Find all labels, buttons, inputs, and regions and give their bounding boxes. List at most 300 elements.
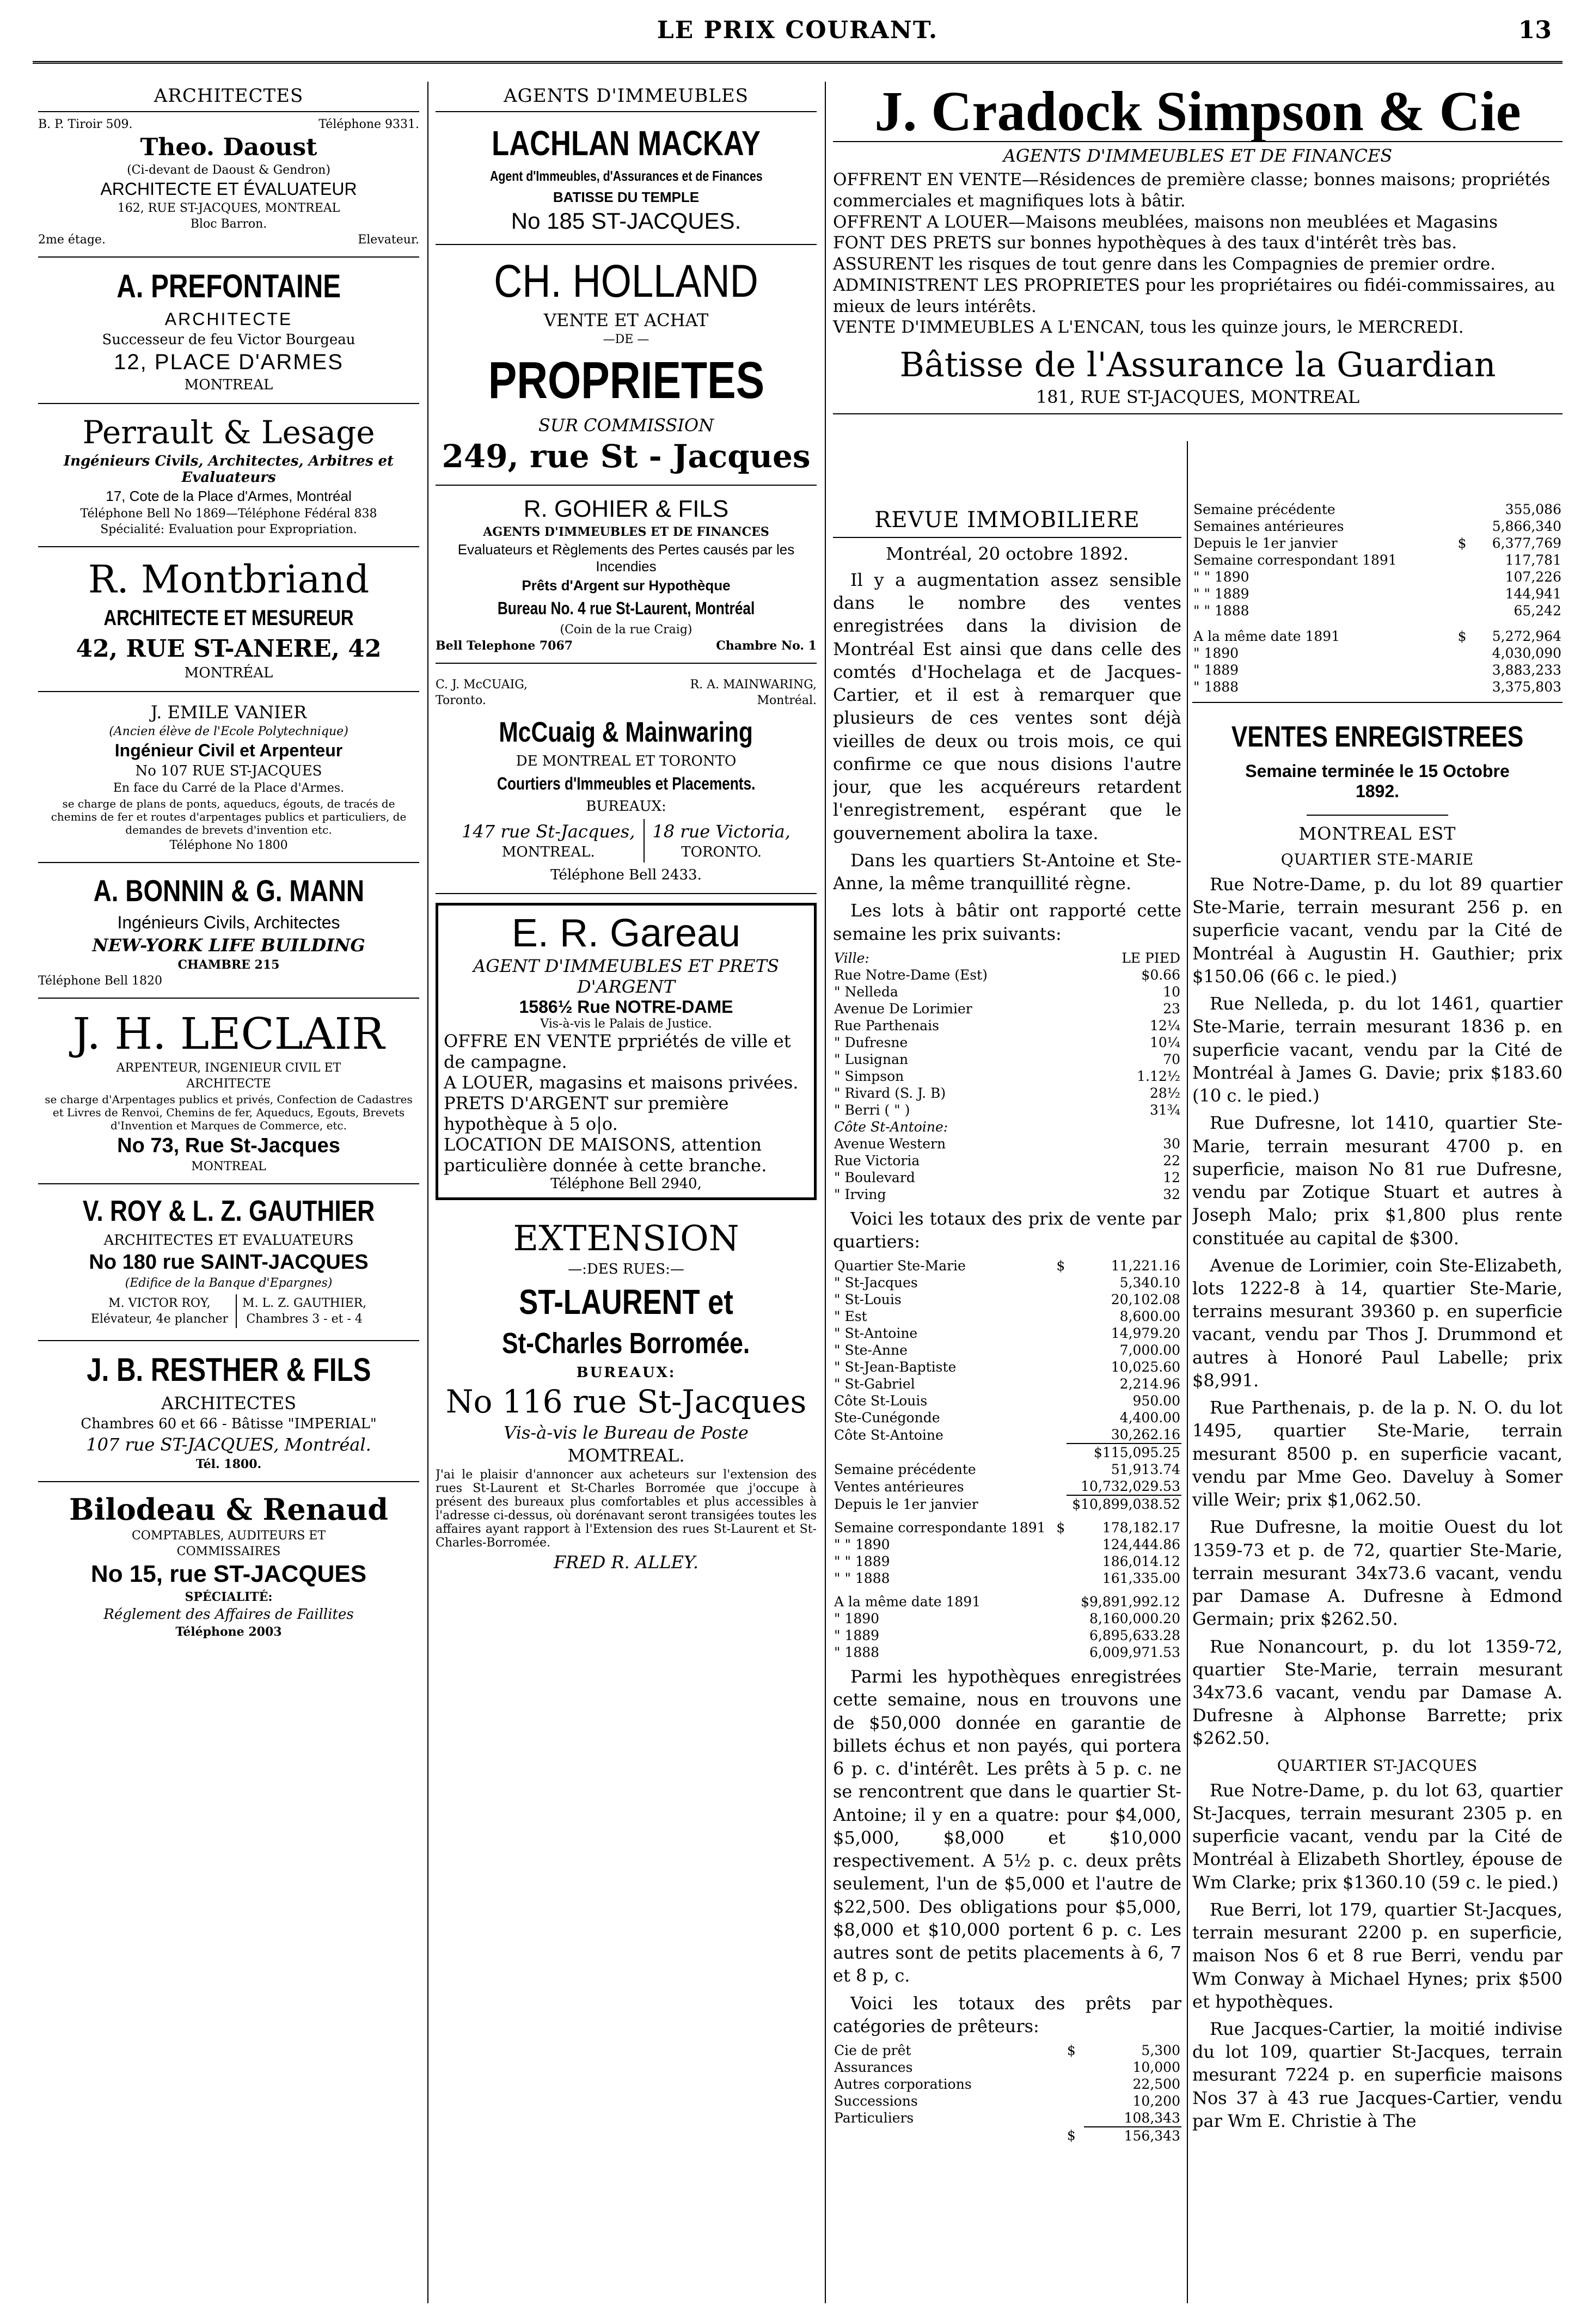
newspaper-page xyxy=(33,16,1563,2303)
advertiser-name: A. PREFONTAINE xyxy=(117,268,341,304)
table-row xyxy=(833,1519,1181,1536)
quarter-heading: QUARTIER STE-MARIE xyxy=(1280,851,1474,869)
elevator: Elevateur. xyxy=(358,233,419,247)
address: 17, Cote de la Place d'Armes, Montréal xyxy=(106,488,352,504)
table-value: 950.00 xyxy=(1132,1393,1180,1409)
table-value: 108,343 xyxy=(1124,2109,1180,2126)
subtitle: AGENTS D'IMMEUBLES ET DE FINANCES xyxy=(1003,145,1393,167)
table-label: " " 1888 xyxy=(834,1570,890,1587)
address: No 107 RUE ST-JACQUES xyxy=(135,763,322,779)
table-header: Ville: xyxy=(834,950,869,966)
partner: M. VICTOR ROY, xyxy=(108,1296,211,1310)
role: Agent d'Immeubles, d'Assurances et de Finances xyxy=(489,168,763,184)
ad-bilodeau-renaud xyxy=(38,1482,419,1649)
partner: C. J. McCUAIG, xyxy=(436,678,528,692)
section-title: AGENTS D'IMMEUBLES xyxy=(436,82,817,112)
advertiser-name: V. ROY & L. Z. GAUTHIER xyxy=(82,1195,375,1227)
building: BATISSE DU TEMPLE xyxy=(553,189,700,205)
table-row xyxy=(833,2042,1181,2059)
table-row xyxy=(833,1034,1181,1051)
sale-entry: Rue Berri, lot 179, quartier St-Jacques, terrain mesurant 2200 p. en superficie, maison Nos 6 et 8 rue Berri, vendu par Wm Conway à Michael Hynes; prix $500 et hypothèques. xyxy=(1192,1899,1563,2012)
offer-line: OFFRENT EN VENTE—Résidences de première classe; bonnes maisons; propriétés commerciales et magnifiques lots à bâtir. xyxy=(833,170,1551,211)
ad-montbriand xyxy=(38,547,419,692)
table-row xyxy=(833,1000,1181,1017)
table-currency: $ xyxy=(1457,535,1467,551)
role: Ingénieur Civil et Arpenteur xyxy=(114,741,343,760)
table-label: Côte St-Louis xyxy=(834,1393,928,1409)
table-value: 6,895,633.28 xyxy=(1089,1628,1180,1644)
table-label: " Nelleda xyxy=(834,983,898,1000)
address: No 15, rue ST-JACQUES xyxy=(90,1561,367,1587)
locations: DE MONTREAL ET TORONTO xyxy=(516,753,737,769)
table-value: 3,375,803 xyxy=(1492,679,1561,695)
partner-city: Toronto. xyxy=(436,694,486,707)
table-label: " Rivard (S. J. B) xyxy=(834,1085,946,1101)
address: 1586½ Rue NOTRE-DAME xyxy=(519,997,733,1017)
table-value: 10¼ xyxy=(1149,1034,1180,1050)
dateline: Montréal, 20 octobre 1892. xyxy=(885,543,1129,564)
table-value: 28½ xyxy=(1149,1085,1180,1101)
phone: Téléphone Bell 2940, xyxy=(550,1176,702,1192)
table-label: " Ste-Anne xyxy=(834,1342,908,1359)
table-currency xyxy=(1055,1308,1067,1325)
offer-line: OFFRE EN VENTE prpriétés de ville et de campagne. xyxy=(444,1031,791,1072)
column-divider xyxy=(825,82,826,2303)
location-note: Vis-à-vis le Palais de Justice. xyxy=(540,1017,712,1031)
table-currency: $ xyxy=(1067,2042,1076,2058)
table-row xyxy=(833,1017,1181,1034)
table-label: Depuis le 1er janvier xyxy=(1193,535,1338,551)
table-currency xyxy=(1055,1392,1067,1409)
table-row xyxy=(833,1392,1181,1409)
table-value: $10,899,038.52 xyxy=(1067,1495,1181,1513)
ad-mackay xyxy=(436,118,817,245)
table-currency xyxy=(1055,1570,1067,1587)
paragraph: Voici les totaux des prêts par catégories de prêteurs: xyxy=(833,1992,1181,2036)
table-value: 107,226 xyxy=(1505,569,1561,585)
city: MONTRÉAL xyxy=(184,665,273,681)
table-currency xyxy=(1066,2093,1084,2109)
partner-location: Chambres 3 - et - 4 xyxy=(246,1312,363,1326)
table-row xyxy=(1192,568,1563,585)
table-value: 117,781 xyxy=(1505,552,1561,568)
division-heading: MONTREAL EST xyxy=(1298,823,1456,844)
table-row xyxy=(833,1085,1181,1102)
role: ARPENTEUR, INGENIEUR CIVIL ET xyxy=(116,1061,341,1075)
role: ARCHITECTE xyxy=(186,1077,271,1091)
table-label: Ste-Cunégonde xyxy=(834,1410,940,1426)
notice-body: J'ai le plaisir d'annoncer aux acheteurs sur l'extension des rues St-Laurent et St-Charles Borromée que j'occupe à présent des bureaux plus comfortables et plus accessibles à l'adresse ci-dessus, où dorénavant seront transigées toutes les affaires ayant rapport à l'Extension des rues St-Laurent et St-Charles-Borromée. xyxy=(436,1468,817,1550)
loans: Prêts d'Argent sur Hypothèque xyxy=(522,577,731,594)
table-value: 7,000.00 xyxy=(1119,1342,1180,1359)
partner-city: Montréal. xyxy=(757,694,817,707)
table-value: 10,025.60 xyxy=(1111,1359,1180,1375)
table-label: " " 1888 xyxy=(1193,603,1249,619)
advertiser-name: R. Montbriand xyxy=(88,557,370,602)
line: VENTE ET ACHAT xyxy=(543,310,709,331)
address: No 116 rue St-Jacques xyxy=(445,1383,807,1420)
offices-label: BUREAUX: xyxy=(576,1365,676,1381)
table-currency xyxy=(1055,1274,1067,1291)
former-name: (Ci-devant de Daoust & Gendron) xyxy=(127,163,330,177)
table-label: " 1889 xyxy=(1193,662,1239,678)
table-label: " Est xyxy=(834,1308,867,1325)
table-label: Cie de prêt xyxy=(834,2042,911,2058)
address: 42, RUE ST-ANERE, 42 xyxy=(76,635,382,663)
table-value: 12¼ xyxy=(1149,1017,1180,1033)
column-divider xyxy=(427,82,428,2303)
table-currency xyxy=(1055,1644,1067,1661)
specialty-label: SPÉCIALITÉ: xyxy=(185,1590,273,1604)
phones: Téléphone Bell No 1869—Téléphone Fédéral 838 xyxy=(80,507,377,521)
building: NEW-YORK LIFE BUILDING xyxy=(92,935,365,956)
table-label: Semaine précédente xyxy=(1193,502,1335,517)
address: No 73, Rue St-Jacques xyxy=(117,1134,340,1157)
table-row xyxy=(833,2109,1181,2127)
ad-extension xyxy=(436,1209,817,1582)
table-value: 51,913.74 xyxy=(1111,1461,1180,1478)
table-total: $115,095.25 xyxy=(1067,1444,1181,1461)
table-currency xyxy=(1457,501,1471,518)
table-row xyxy=(1192,628,1563,645)
table-currency xyxy=(1055,1593,1067,1610)
table-currency xyxy=(1457,662,1471,678)
table-label: Rue Notre-Dame (Est) xyxy=(834,967,988,983)
table-row xyxy=(833,1461,1181,1478)
phone: Bell Telephone 7067 xyxy=(436,639,573,653)
header-rule xyxy=(33,61,1563,64)
table-label: Assurances xyxy=(834,2059,913,2075)
table-currency xyxy=(1055,1553,1067,1570)
phone: Tél. 1800. xyxy=(195,1457,262,1471)
table-label: " St-Antoine xyxy=(834,1325,918,1342)
table-row xyxy=(833,1068,1181,1085)
table-currency xyxy=(1457,645,1471,662)
table-label: Avenue De Lorimier xyxy=(834,1000,972,1017)
table-value: 23 xyxy=(1163,1000,1180,1017)
table-label: Rue Victoria xyxy=(834,1152,920,1169)
table-value: 1.12½ xyxy=(1137,1068,1180,1084)
table-row xyxy=(833,2076,1181,2093)
offer-line: ADMINISTRENT LES PROPRIETES pour les propriétaires ou fidéi-commissaires, au mieux de leurs intérêts. xyxy=(833,275,1555,316)
table-value: 5,866,340 xyxy=(1492,518,1561,534)
role: ARCHITECTES xyxy=(161,1393,297,1414)
table-row xyxy=(1192,678,1563,695)
table-value: 10,200 xyxy=(1132,2093,1180,2109)
role: AGENTS D'IMMEUBLES ET DE FINANCES xyxy=(483,525,769,539)
table-row xyxy=(833,1152,1181,1169)
column-revue xyxy=(833,501,1181,2303)
table-currency xyxy=(1055,1478,1067,1495)
table-currency xyxy=(1055,1426,1067,1444)
office-city: TORONTO. xyxy=(681,844,762,860)
phone: Téléphone 9331. xyxy=(318,118,419,131)
column-agents-immeubles xyxy=(436,82,817,2303)
table-label: Ventes antérieures xyxy=(834,1478,964,1495)
address: 107 rue ST-JACQUES, Montréal. xyxy=(86,1434,371,1455)
table-label: " Irving xyxy=(834,1186,886,1202)
section-title: VENTES ENREGISTREES xyxy=(1231,720,1524,753)
table-row xyxy=(833,1426,1181,1444)
table-value: 11,221.16 xyxy=(1111,1258,1180,1274)
table-row xyxy=(833,967,1181,983)
table-value: $0.66 xyxy=(1141,967,1180,983)
paragraph: Voici les totaux des prix de vente par quartiers: xyxy=(833,1208,1181,1252)
table-currency xyxy=(1457,678,1471,695)
table-row xyxy=(833,1135,1181,1152)
column-ventes xyxy=(1192,501,1563,2303)
address: 162, RUE ST-JACQUES, MONTREAL xyxy=(117,201,340,215)
table-currency xyxy=(1055,1291,1067,1308)
table-row xyxy=(833,1308,1181,1325)
roles: Ingénieurs Civils, Architectes, Arbitres et Evaluateurs xyxy=(63,453,394,486)
table-row xyxy=(1192,645,1563,662)
services: se charge d'Arpentages publics et privés, Confection de Cadastres et Livres de Renvoi, Chemins de fer, Aqueducs, Egouts, Brevets d'Invention et Marques de Commerce, etc. xyxy=(45,1093,413,1132)
subheadline: —:DES RUES:— xyxy=(568,1261,684,1277)
table-value: 14,979.20 xyxy=(1111,1325,1180,1342)
section-title: ARCHITECTES xyxy=(38,82,419,112)
ad-holland xyxy=(436,245,817,486)
sale-entry: Rue Dufresne, la moitie Ouest du lot 1359-73 et p. de 72, quartier Ste-Marie, terrain mesurant 34x73.6 vacant, vendu par Damase A. Dufresne à Edmond Germain; prix $262.50. xyxy=(1192,1516,1563,1630)
table-label: " " 1890 xyxy=(1193,569,1249,585)
table-currency xyxy=(1066,2076,1084,2093)
column-divider xyxy=(1187,441,1188,2303)
table-row xyxy=(1192,602,1563,619)
table-label: " Simpson xyxy=(834,1068,904,1084)
line: —DE — xyxy=(603,333,649,346)
table-currency xyxy=(1055,1342,1067,1359)
role: COMPTABLES, AUDITEURS ET xyxy=(131,1529,326,1543)
table-value: 6,009,971.53 xyxy=(1089,1644,1180,1661)
street-name: ST-LAURENT et xyxy=(519,1282,733,1322)
ad-prefontaine xyxy=(38,258,419,404)
table-value: 32 xyxy=(1163,1186,1180,1202)
table-row xyxy=(833,1536,1181,1553)
advertiser-name: R. GOHIER & FILS xyxy=(523,496,729,522)
table-currency xyxy=(1055,1536,1067,1553)
ad-daoust xyxy=(38,118,419,258)
table-label: " 1889 xyxy=(834,1628,880,1644)
address: 12, PLACE D'ARMES xyxy=(114,350,344,374)
table-label: Avenue Western xyxy=(834,1135,946,1152)
table-row xyxy=(1192,662,1563,678)
table-row xyxy=(1192,552,1563,568)
headline: EXTENSION xyxy=(513,1219,739,1259)
table-row xyxy=(833,1593,1181,1610)
table-row xyxy=(833,1627,1181,1644)
table-row xyxy=(833,1342,1181,1359)
table-currency xyxy=(1457,518,1471,535)
table-row xyxy=(833,1478,1181,1495)
table-value: 12 xyxy=(1163,1169,1180,1185)
table-currency xyxy=(1055,1409,1067,1426)
table-label: A la même date 1891 xyxy=(834,1594,981,1610)
table-value: 4,400.00 xyxy=(1119,1410,1180,1426)
table-value: 22,500 xyxy=(1132,2076,1180,2092)
po-box: B. P. Tiroir 509. xyxy=(38,118,133,131)
table-label: Quartier Ste-Marie xyxy=(834,1258,966,1274)
table-value: 144,941 xyxy=(1505,586,1561,602)
table-row xyxy=(833,1169,1181,1186)
table-row xyxy=(833,2059,1181,2076)
city: MOMTREAL. xyxy=(567,1445,685,1466)
offices-label: BUREAUX: xyxy=(586,798,666,815)
table-value: 22 xyxy=(1163,1152,1180,1169)
table-value: 65,242 xyxy=(1514,603,1561,619)
ad-gareau xyxy=(436,903,817,1200)
partner: R. A. MAINWARING, xyxy=(690,678,817,692)
advertiser-name: J. Cradock Simpson & Cie xyxy=(833,82,1563,142)
bloc: Bloc Barron. xyxy=(190,217,267,231)
table-value: 30,262.16 xyxy=(1111,1427,1180,1443)
offer-line: ASSURENT les risques de tout genre dans les Compagnies de premier ordre. xyxy=(833,254,1496,274)
sale-entry: Rue Nelleda, p. du lot 1461, quartier Ste-Marie, terrain mesurant 1836 p. en superficie vacant, vendu par la Cité de Montréal à James G. Davie; prix $183.60 (10 c. le pied.) xyxy=(1192,993,1563,1106)
table-row xyxy=(833,1274,1181,1291)
table-value: 3,883,233 xyxy=(1492,662,1561,678)
table-currency: $ xyxy=(1056,1520,1065,1536)
table-row xyxy=(1192,518,1563,535)
paragraph: Les lots à bâtir ont rapporté cette semaine les prix suivants: xyxy=(833,900,1181,944)
table-label: " 1888 xyxy=(1193,679,1239,695)
table-currency xyxy=(1055,1325,1067,1342)
advertiser-name: Bilodeau & Renaud xyxy=(69,1492,388,1527)
phone: Téléphone Bell 2433. xyxy=(550,867,702,883)
table-value: 5,300 xyxy=(1141,2042,1180,2058)
role: ARCHITECTE ET MESUREUR xyxy=(103,606,354,630)
table-header: LE PIED xyxy=(1122,950,1180,966)
table-currency xyxy=(1055,1461,1067,1478)
table-currency xyxy=(1055,1627,1067,1644)
partner-location: Elévateur, 4e plancher xyxy=(90,1312,229,1326)
headline: PROPRIETES xyxy=(488,351,764,409)
table-value: 161,335.00 xyxy=(1102,1570,1180,1587)
table-label: Depuis le 1er janvier xyxy=(834,1496,978,1512)
sale-entry: Rue Notre-Dame, p. du lot 89 quartier Ste-Marie, terrain mesurant 256 p. en superficie vacant, vendu par la Cité de Montréal à Augustin H. Gauthier; prix $150.06 (66 c. le pied.) xyxy=(1192,874,1563,987)
sale-entry: Rue Jacques-Cartier, la moitié indivise du lot 109, quartier St-Jacques, terrain mesurant 7224 p. en superficie maisons Nos 37 à 43 rue Jacques-Cartier, vendu par Wm E. Christie à The xyxy=(1192,2019,1563,2131)
table-currency xyxy=(1457,602,1471,619)
table-value: 5,340.10 xyxy=(1119,1275,1180,1291)
ad-resther xyxy=(38,1341,419,1482)
address: 181, RUE ST-JACQUES, MONTREAL xyxy=(1035,386,1360,407)
paragraph: Parmi les hypothèques enregistrées cette semaine, nous en trouvons une de $50,000 donnée en garantie de billets échus et non payés, qui portera 6 p. c. d'intérêt. Les prêts à 5 p. c. ne se rencontrent que dans le quartier St-Antoine; il y en a quatre: pour $4,000, $5,000, $8,000 et $10,000 respectivement. A 5½ p. c. deux prêts seulement, l'un de $5,000 et l'autre de $22,500. Des obligations pour $5,000, $8,000 et $10,000 portent 6 p. c. Les autres sont de petits placements à 6, 7 et 8 p, c. xyxy=(833,1666,1181,1986)
table-row xyxy=(833,2093,1181,2109)
role: ARCHITECTES ET EVALUATEURS xyxy=(103,1232,354,1249)
sale-entry: Avenue de Lorimier, coin Ste-Elizabeth, lots 1222-8 à 14, quartier Ste-Marie, terrains mesurant 39360 p. en superficie vacant, vendu par Thos J. Drummond et autres à Honoré Paul Labelle; prix $8,991. xyxy=(1192,1255,1563,1391)
table-currency: $ xyxy=(1457,628,1467,644)
city: MONTREAL xyxy=(184,377,273,393)
table-label: " Berri ( " ) xyxy=(834,1102,910,1118)
specialty: Spécialité: Evaluation pour Expropriation. xyxy=(100,523,357,536)
table-value: 5,272,964 xyxy=(1492,628,1561,644)
table-label: Successions xyxy=(834,2093,918,2109)
rooms: Chambres 60 et 66 - Bâtisse "IMPERIAL" xyxy=(81,1416,377,1432)
article-title: REVUE IMMOBILIERE xyxy=(833,504,1181,538)
table-currency xyxy=(1066,2059,1084,2076)
table-value: 178,182.17 xyxy=(1102,1520,1180,1536)
table-label: " Lusignan xyxy=(834,1051,909,1067)
table-value: 70 xyxy=(1163,1051,1180,1067)
table-currency xyxy=(1457,585,1471,602)
advertiser-name: Theo. Daoust xyxy=(140,133,317,161)
week-line: Semaine terminée le 15 Octobre 1892. xyxy=(1245,761,1510,801)
table-label: Rue Parthenais xyxy=(834,1017,939,1033)
table-row xyxy=(833,1102,1181,1118)
table-currency xyxy=(1457,568,1471,585)
page-title: LE PRIX COURANT. xyxy=(657,16,939,44)
table-label: Semaines antérieures xyxy=(1193,518,1344,534)
phone: Téléphone No 1800 xyxy=(169,839,288,852)
quarter-heading: QUARTIER ST-JACQUES xyxy=(1277,1756,1478,1775)
table-row xyxy=(833,1257,1181,1274)
sale-entry: Rue Dufresne, lot 1410, quartier Ste-Marie, terrain mesurant 4700 p. en superficie, maison No 81 rue Dufresne, vendu par Zotique Stuart et autres à Joseph Malo; prix $1,800 plus rente constituée au capital de $300. xyxy=(1192,1112,1563,1249)
table-label: " St-Gabriel xyxy=(834,1376,915,1392)
ad-vanier xyxy=(38,692,419,863)
table-value: 10,000 xyxy=(1132,2059,1180,2075)
partner: M. L. Z. GAUTHIER, xyxy=(242,1296,367,1310)
table-total: 156,343 xyxy=(1084,2127,1181,2144)
advertiser-name: A. BONNIN & G. MANN xyxy=(93,873,364,908)
lender-table: Cie de prêt $ 5,300 Assurances 10,000 Autres corporations 22,500 Successions 10,200 Particuliers 108,343 $ 156,343 xyxy=(834,2042,1180,2144)
page-number: 13 xyxy=(1518,16,1552,44)
office-address: 147 rue St-Jacques, xyxy=(462,821,635,842)
table-currency xyxy=(1055,1359,1067,1375)
table-value: 6,377,769 xyxy=(1492,535,1561,551)
specialty: Réglement des Affaires de Faillites xyxy=(103,1606,354,1623)
phone: Téléphone Bell 1820 xyxy=(38,974,162,988)
running-header xyxy=(33,16,1563,54)
phone: Téléphone 2003 xyxy=(175,1625,282,1639)
room: Chambre No. 1 xyxy=(716,639,817,653)
table-label: " St-Jean-Baptiste xyxy=(834,1359,957,1375)
address: 249, rue St - Jacques xyxy=(442,438,811,475)
role: Ingénieurs Civils, Architectes xyxy=(117,913,340,932)
table-value: $9,891,992.12 xyxy=(1081,1594,1180,1610)
room: CHAMBRE 215 xyxy=(177,958,280,972)
table-value: 124,444.86 xyxy=(1102,1537,1180,1553)
table-label: " 1890 xyxy=(1193,645,1239,661)
table-row xyxy=(833,1570,1181,1587)
advertiser-name: CH. HOLLAND xyxy=(494,255,758,307)
advertiser-name: J. H. LECLAIR xyxy=(72,1008,385,1059)
table-label: Semaine précédente xyxy=(834,1461,976,1478)
location-note: Vis-à-vis le Bureau de Poste xyxy=(504,1422,749,1443)
sale-entry: Rue Notre-Dame, p. du lot 63, quartier St-Jacques, terrain mesurant 2305 p. en superficie vacant, vendu par la Cité de Montréal à Elizabeth Shortley, épouse de Wm Clarke; prix $1360.10 (59 c. le pied.) xyxy=(1192,1779,1563,1893)
paragraph: Il y a augmentation assez sensible dans le nombre des ventes enregistrées dans la division de Montréal Est ainsi que dans celle des comtés d'Hochelaga et de Jacques-Cartier, et il est à remarquer que plusieurs de ces ventes sont déjà vieilles de deux ou trois mois, ce qui confirme ce que nous disions l'autre jour, que les acquéreurs retardent l'enregistrement, espérant que le gouvernement abolira la taxe. xyxy=(833,570,1181,843)
table-label: " Dufresne xyxy=(834,1034,908,1050)
city: MONTREAL xyxy=(191,1160,266,1173)
address: Bureau No. 4 rue St-Laurent, Montréal xyxy=(497,598,755,618)
advertiser-name: J. EMILE VANIER xyxy=(150,702,307,723)
table-value: 20,102.08 xyxy=(1111,1292,1180,1308)
ad-simpson xyxy=(833,82,1563,414)
table-row xyxy=(833,1291,1181,1308)
office-address: 18 rue Victoria, xyxy=(652,821,791,842)
ad-perrault-lesage xyxy=(38,404,419,547)
street-name: St-Charles Borromée. xyxy=(502,1327,750,1360)
table-label: " Boulevard xyxy=(834,1169,915,1185)
table-currency xyxy=(1457,552,1471,568)
offer-line: A LOUER, magasins et maisons privées. xyxy=(444,1072,799,1093)
role: COMMISSAIRES xyxy=(176,1545,281,1558)
table-label: " " 1890 xyxy=(834,1537,890,1553)
address: No 185 ST-JACQUES. xyxy=(511,208,742,234)
table-label: Côte St-Antoine xyxy=(834,1427,943,1443)
weekly-stats-table xyxy=(1192,501,1563,695)
table-row xyxy=(1192,585,1563,602)
table-label: A la même date 1891 xyxy=(1193,628,1340,644)
table-label: " St-Louis xyxy=(834,1292,902,1308)
table-row xyxy=(833,1375,1181,1392)
